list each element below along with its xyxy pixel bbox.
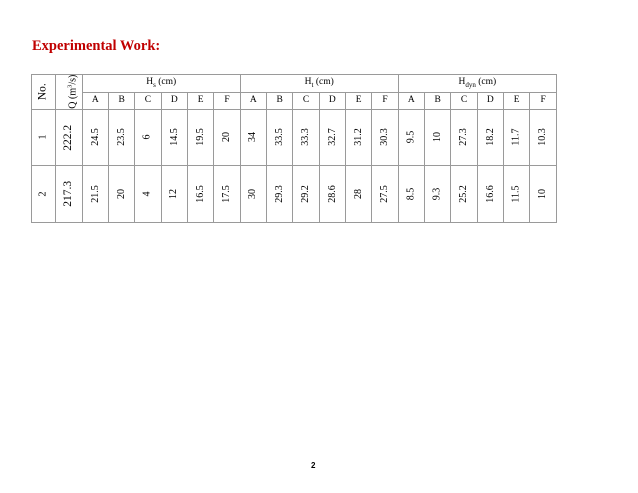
row-number-cell xyxy=(32,166,56,223)
ht-cell xyxy=(293,166,319,223)
letter-header-cell: C xyxy=(135,93,161,110)
row-number-cell xyxy=(32,110,56,166)
letter-header-cell: D xyxy=(319,93,345,110)
ht-cell-value: 30.3 xyxy=(379,128,391,146)
hs-cell xyxy=(108,110,134,166)
ht-cell-value: 29.2 xyxy=(300,185,311,203)
hdyn-cell-value: 25.2 xyxy=(458,185,470,203)
hdyn-cell-value: 10.3 xyxy=(537,128,549,146)
letter-header-cell: D xyxy=(477,93,503,110)
ht-cell-value: 33.5 xyxy=(273,128,285,146)
hs-cell-value: 14.5 xyxy=(168,128,180,146)
hdyn-cell-value: 8.5 xyxy=(405,187,417,200)
ht-cell-value: 34 xyxy=(247,132,259,143)
ht-cell xyxy=(240,166,266,223)
letter-header-cell: E xyxy=(504,93,530,110)
hs-cell-value: 16.5 xyxy=(194,185,206,203)
hdyn-cell-value: 27.3 xyxy=(458,128,470,146)
flow-rate-cell xyxy=(56,110,82,166)
hs-cell-value: 21.5 xyxy=(89,185,101,203)
letter-header-cell: A xyxy=(240,93,266,110)
ht-cell-value: 30 xyxy=(247,188,259,199)
ht-cell xyxy=(319,166,345,223)
hs-cell xyxy=(214,166,240,223)
letter-header-row xyxy=(32,93,557,110)
hs-cell-value: 17.5 xyxy=(220,185,232,203)
hdyn-cell xyxy=(451,166,477,223)
row-number-cell-value: 2 xyxy=(37,191,49,197)
hs-cell xyxy=(187,110,213,166)
hdyn-cell-value: 11.7 xyxy=(510,128,522,146)
table-row xyxy=(32,166,557,223)
hs-cell xyxy=(82,110,108,166)
hdyn-cell xyxy=(530,166,557,223)
ht-cell xyxy=(372,166,398,223)
header-group-hdyn: $H_{dyn}$ (cm) xyxy=(398,75,556,93)
hdyn-cell xyxy=(477,110,503,166)
ht-cell-value: 29.3 xyxy=(273,185,285,203)
hs-cell-value: 20 xyxy=(220,132,232,143)
table-row xyxy=(32,110,557,166)
hdyn-cell-value: 9.5 xyxy=(405,131,417,144)
hs-cell xyxy=(161,110,187,166)
hdyn-cell xyxy=(398,166,424,223)
hs-cell-value: 20 xyxy=(115,188,127,199)
letter-header-cell: E xyxy=(187,93,213,110)
ht-cell xyxy=(372,110,398,166)
hs-cell-value: 23.5 xyxy=(115,128,127,146)
header-q-label: Q $(m^3/s)$ xyxy=(66,74,80,109)
hs-cell-value: 6 xyxy=(141,134,153,140)
hdyn-cell-value: 9.3 xyxy=(431,187,443,200)
hdyn-cell-value: 11.5 xyxy=(510,185,522,203)
hs-cell xyxy=(108,166,134,223)
hdyn-cell xyxy=(530,110,557,166)
letter-header-cell: B xyxy=(108,93,134,110)
letter-header-cell: F xyxy=(530,93,557,110)
header-group-hs: $H_s$ (cm) xyxy=(82,75,240,93)
header-no-label: No. xyxy=(36,83,49,101)
letter-header-cell: F xyxy=(214,93,240,110)
flow-rate-cell-value: 217.3 xyxy=(62,181,75,207)
hdyn-cell xyxy=(451,110,477,166)
ht-cell xyxy=(319,110,345,166)
letter-header-cell: B xyxy=(267,93,293,110)
hdyn-cell xyxy=(425,166,451,223)
hdyn-cell xyxy=(477,166,503,223)
ht-cell xyxy=(346,166,372,223)
hdyn-cell xyxy=(398,110,424,166)
hdyn-cell-value: 16.6 xyxy=(484,185,496,203)
row-number-cell-value: 1 xyxy=(37,134,49,140)
hs-cell xyxy=(135,110,161,166)
header-group-ht: $H_t$ (cm) xyxy=(240,75,398,93)
hdyn-cell xyxy=(504,110,530,166)
experiment-table xyxy=(31,74,557,223)
hs-cell xyxy=(214,110,240,166)
ht-cell-value: 31.2 xyxy=(352,128,364,146)
header-no xyxy=(32,75,56,110)
letter-header-cell: D xyxy=(161,93,187,110)
flow-rate-cell xyxy=(56,166,82,223)
ht-cell xyxy=(267,166,293,223)
ht-cell xyxy=(346,110,372,166)
hdyn-cell xyxy=(504,166,530,223)
ht-cell-value: 28.6 xyxy=(326,185,338,203)
letter-header-cell: B xyxy=(425,93,451,110)
letter-header-cell: A xyxy=(82,93,108,110)
letter-header-cell: E xyxy=(346,93,372,110)
letter-header-cell: F xyxy=(372,93,398,110)
hdyn-cell-value: 10 xyxy=(431,132,443,143)
hs-cell xyxy=(161,166,187,223)
section-heading: Experimental Work: xyxy=(32,38,161,54)
hs-cell-value: 19.5 xyxy=(194,128,206,146)
hs-cell xyxy=(82,166,108,223)
ht-cell-value: 27.5 xyxy=(379,185,391,203)
page-number: 2 xyxy=(311,461,316,470)
ht-cell xyxy=(293,110,319,166)
hdyn-cell-value: 10 xyxy=(537,188,549,199)
letter-header-cell: A xyxy=(398,93,424,110)
ht-cell-value: 33.3 xyxy=(300,128,311,146)
ht-cell-value: 28 xyxy=(352,188,364,199)
hdyn-cell xyxy=(425,110,451,166)
hs-cell xyxy=(187,166,213,223)
header-q xyxy=(56,75,82,110)
flow-rate-cell-value: 222.2 xyxy=(62,124,75,151)
ht-cell xyxy=(267,110,293,166)
hdyn-cell-value: 18.2 xyxy=(484,128,496,146)
ht-cell-value: 32.7 xyxy=(326,128,338,146)
hs-cell-value: 24.5 xyxy=(89,128,101,146)
hs-cell-value: 12 xyxy=(168,188,180,199)
hs-cell-value: 4 xyxy=(141,191,153,197)
letter-header-cell: C xyxy=(293,93,319,110)
ht-cell xyxy=(240,110,266,166)
letter-header-cell: C xyxy=(451,93,477,110)
hs-cell xyxy=(135,166,161,223)
